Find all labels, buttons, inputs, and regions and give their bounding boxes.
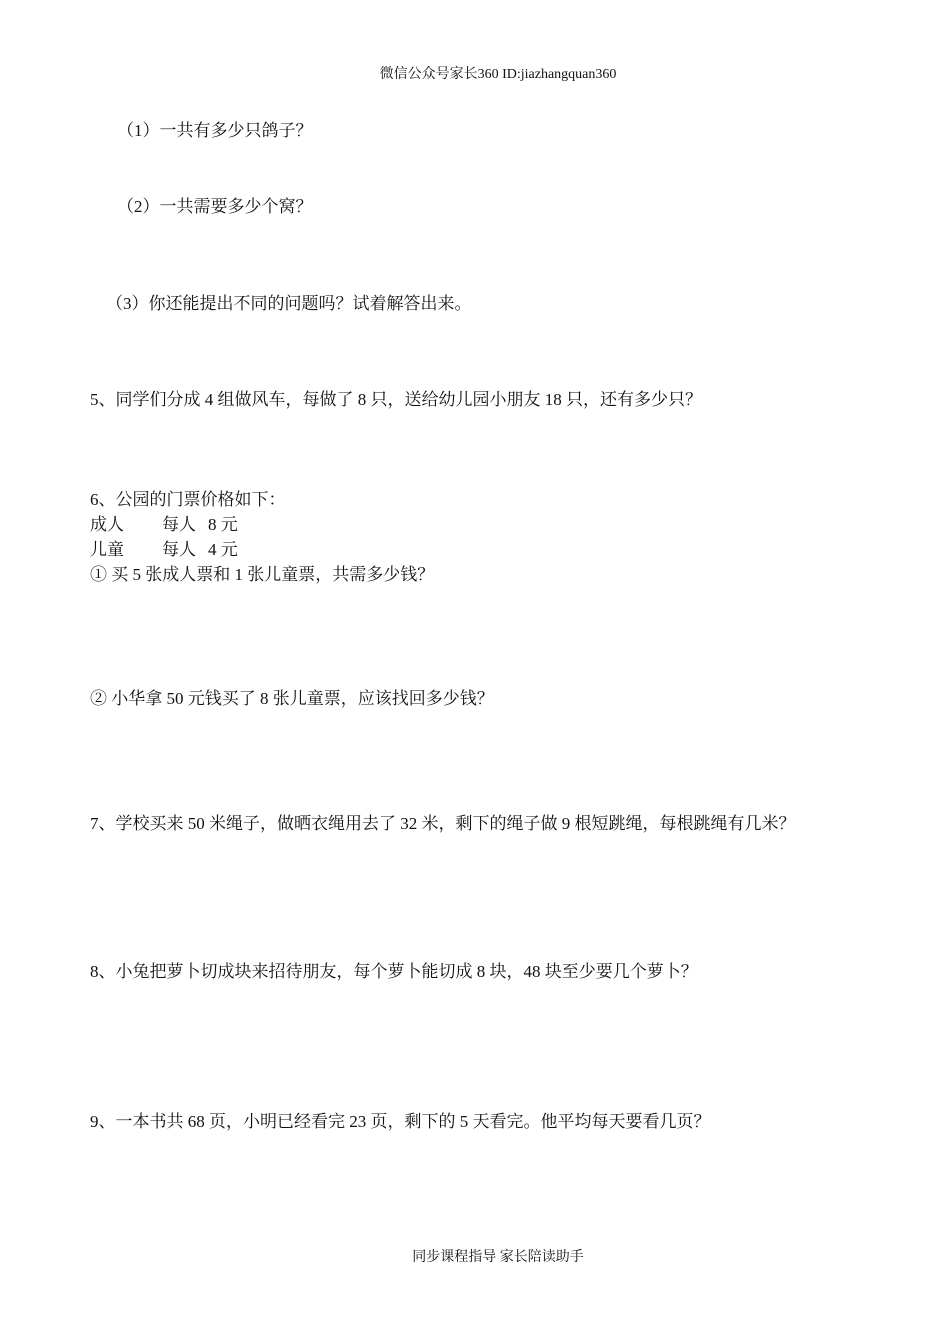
ticket-unit: 每人 <box>162 515 196 534</box>
page-header: 微信公众号家长360 ID:jiazhangquan360 <box>379 67 617 82</box>
ticket-row-adult <box>90 514 238 536</box>
question-5: 5、同学们分成 4 组做风车，每做了 8 只，送给幼儿园小朋友 18 只，还有多少只？ <box>90 390 702 409</box>
question-9: 9、一本书共 68 页，小明已经看完 23 页，剩下的 5 天看完。他平均每天要看几页？ <box>90 1112 711 1131</box>
page-footer: 同步课程指导 家长陪读助手 <box>412 1250 584 1265</box>
question-7: 7、学校买来 50 米绳子，做晒衣绳用去了 32 米，剩下的绳子做 9 根短跳绳，每根跳绳有几米？ <box>90 814 796 833</box>
question-6-sub-2: ② 小华拿 50 元钱买了 8 张儿童票，应该找回多少钱？ <box>90 689 494 708</box>
ticket-price: 4 元 <box>208 540 238 559</box>
question-8: 8、小兔把萝卜切成块来招待朋友，每个萝卜能切成 8 块，48 块至少要几个萝卜？ <box>90 962 698 981</box>
ticket-unit: 每人 <box>162 540 196 559</box>
question-4-sub-1: （1）一共有多少只鸽子？ <box>117 121 313 140</box>
question-6-sub-1: ① 买 5 张成人票和 1 张儿童票，共需多少钱？ <box>90 565 435 584</box>
ticket-price: 8 元 <box>208 515 238 534</box>
ticket-row-child <box>90 539 238 561</box>
question-4-sub-2: （2）一共需要多少个窝？ <box>117 197 313 216</box>
question-4-sub-3: （3）你还能提出不同的问题吗？试着解答出来。 <box>106 294 472 313</box>
ticket-type: 儿童 <box>90 540 124 559</box>
question-6-title: 6、公园的门票价格如下： <box>90 490 286 509</box>
ticket-type: 成人 <box>90 515 124 534</box>
